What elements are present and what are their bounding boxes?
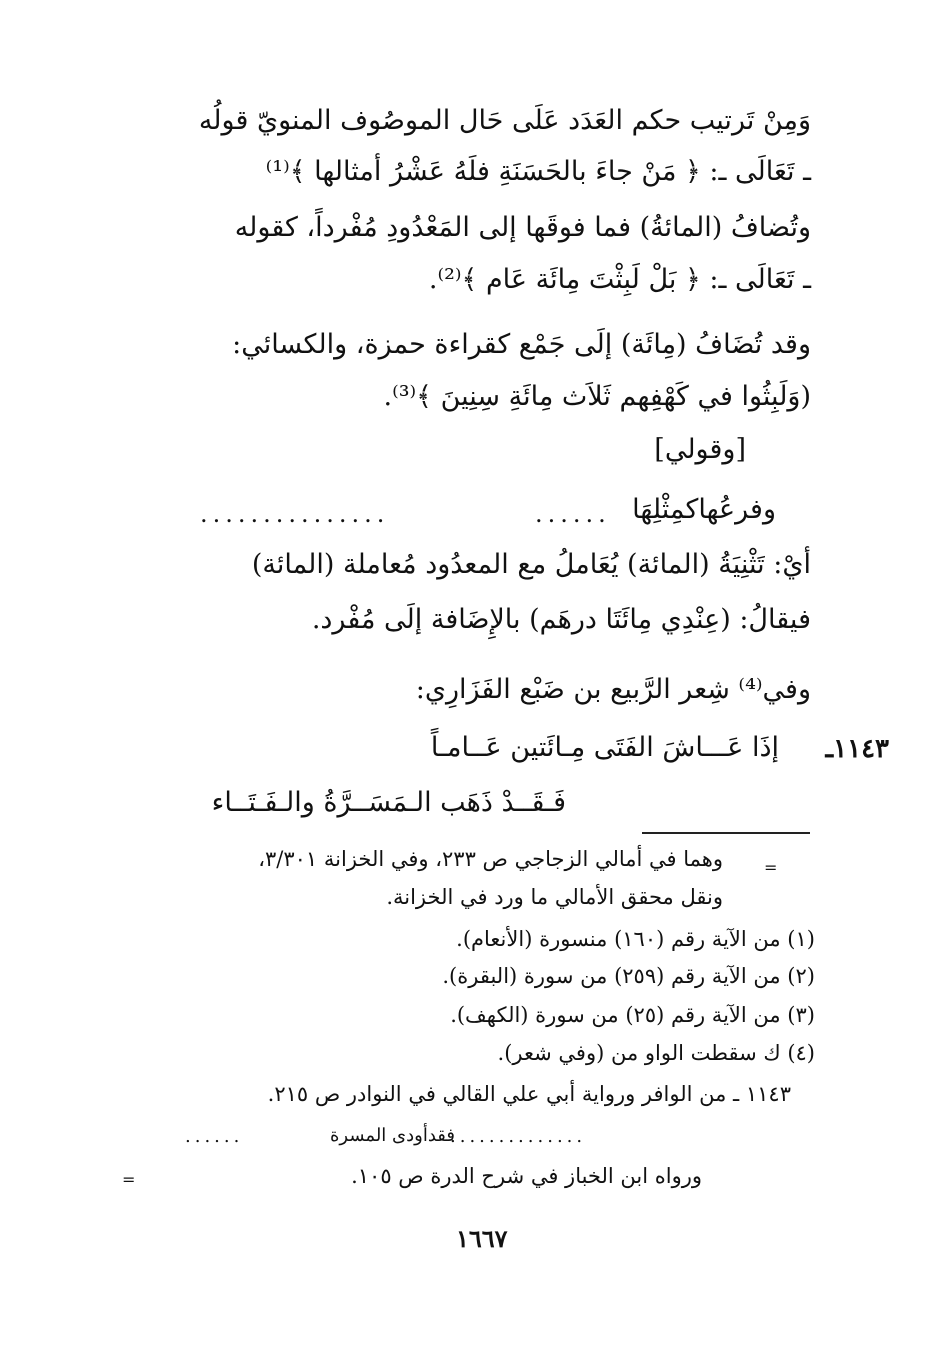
footnote-separator — [642, 832, 810, 834]
body-line-4: ـ تَعَالَى ـ: ﴿ بَلْ لَبِثْتَ مِائَة عَام ﴾⁽²⁾. — [428, 264, 811, 295]
poem-hemistich-2: فَـقَــدْ ذَهَب الـمَسَــرَّةُ والـفَـتَــاء — [211, 787, 566, 818]
body-line-3: وتُضافُ (المائةُ) فما فوقَها إلى المَعْدُودِ مُفْرداً، كقوله — [234, 212, 811, 243]
poem-number: ١١٤٣ـ — [825, 734, 889, 764]
poem-hemistich-1: إذَا عَـــاشَ الفَتَى مِـائَتين عَــامـاً — [430, 732, 779, 763]
body-line-8: فيقالُ: (عِنْدِي مِائَتَا درهَم) بالإِضَافة إلَى مُفْرد. — [311, 604, 811, 635]
carry-over-mark: = — [764, 858, 778, 877]
footnote-6: ورواه ابن الخباز في شرح الدرة ص ١٠٥. — [351, 1164, 702, 1188]
verse-quote: وفرعُهاكمِثْلِهَا — [632, 494, 776, 525]
body-line-1: وَمِنْ تَرتيب حكم العَدَد عَلَى حَال الموصُوف المنويّ قولُه — [198, 105, 811, 136]
footnote-5: ١١٤٣ ـ من الوافر ورواية أبي علي القالي في النوادر ص ٢١٥. — [267, 1082, 791, 1106]
page-number: ١٦٦٧ — [456, 1224, 508, 1253]
body-line-5: وقد تُضَافُ (مِائَة) إلَى جَمْع كقراءة حمزة، والكسائي: — [232, 329, 811, 360]
body-line-7: أيْ: تَثْنِيَةُ (المائة) يُعَاملُ مع المعدُود مُعاملة (المائة) — [251, 549, 811, 580]
footnote-5-variant: فقدأودى المسرة — [330, 1125, 455, 1146]
footnote-carry-1: وهما في أمالي الزجاجي ص ٢٣٣، وفي الخزانة ٣/٣٠١، — [258, 847, 723, 871]
body-line-2: ـ تَعَالَى ـ: ﴿ مَنْ جاءَ بالحَسَنَةِ فلَهُ عَشْرُ أمثالها ﴾⁽¹⁾ — [265, 156, 811, 187]
footnote-2: (٢) من الآية رقم (٢٥٩) من سورة (البقرة). — [442, 964, 815, 988]
verse-dots-right: ...... — [535, 500, 611, 528]
footnote-1: (١) من الآية رقم (١٦٠) منسورة (الأنعام). — [456, 927, 815, 951]
body-line-6: (وَلَبِثُوا في كَهْفِهم ثَلاَث مِائَةِ سِنِينَ ﴾⁽³⁾. — [383, 381, 811, 412]
body-line-9: وفي⁽⁴⁾ شِعر الرَّبيع بن ضَبْع الفَزَارِي: — [415, 674, 811, 705]
footnote-3: (٣) من الآية رقم (٢٥) من سورة (الكهف). — [450, 1003, 815, 1027]
footnote-5-dots-right: .............. — [450, 1126, 587, 1147]
verse-dots-left: ............... — [200, 500, 390, 528]
footnote-5-dots-left: ...... — [185, 1126, 244, 1147]
bracket-label: [وقولي] — [654, 434, 746, 465]
footnote-4: (٤) ك سقطت الواو من (وفي شعر). — [497, 1041, 815, 1065]
footnote-6-mark: = — [122, 1170, 136, 1189]
footnote-carry-2: ونقل محقق الأمالي ما ورد في الخزانة. — [386, 885, 723, 909]
